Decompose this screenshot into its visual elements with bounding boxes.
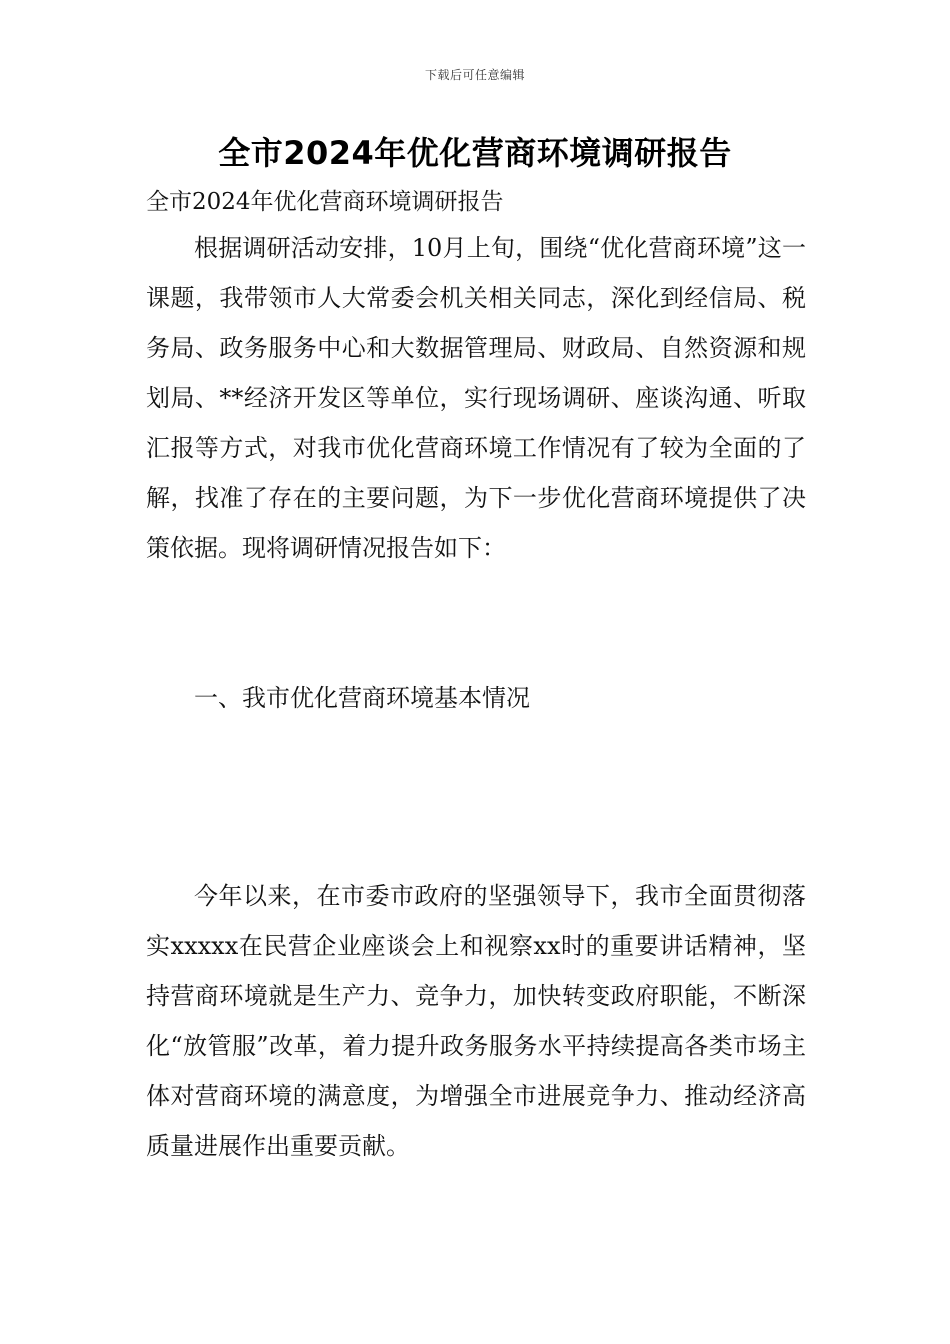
section-heading-1: 一、我市优化营商环境基本情况 [194,684,530,712]
document-title: 全市2024年优化营商环境调研报告 [218,134,732,172]
document-subtitle: 全市2024年优化营商环境调研报告 [146,189,504,215]
body-paragraph: 今年以来，在市委市政府的坚强领导下，我市全面贯彻落实xxxxx在民营企业座谈会上和视察xx时的重要讲话精神，坚持营商环境就是生产力、竞争力，加快转变政府职能，不断深化“放管服”改革，着力提升政务服务水平持续提高各类市场主体对营商环境的满意度，为增强全市进展竞争力、推动经济高质量进展作出重要贡献。 [146,882,806,1160]
intro-paragraph: 根据调研活动安排，10月上旬，围绕“优化营商环境”这一课题，我带领市人大常委会机关相关同志，深化到经信局、税务局、政务服务中心和大数据管理局、财政局、自然资源和规划局、**经济开发区等单位，实行现场调研、座谈沟通、听取汇报等方式，对我市优化营商环境工作情况有了较为全面的了解，找准了存在的主要问题，为下一步优化营商环境提供了决策依据。现将调研情况报告如下： [146,234,806,562]
page-header-note: 下载后可任意编辑 [424,68,525,82]
